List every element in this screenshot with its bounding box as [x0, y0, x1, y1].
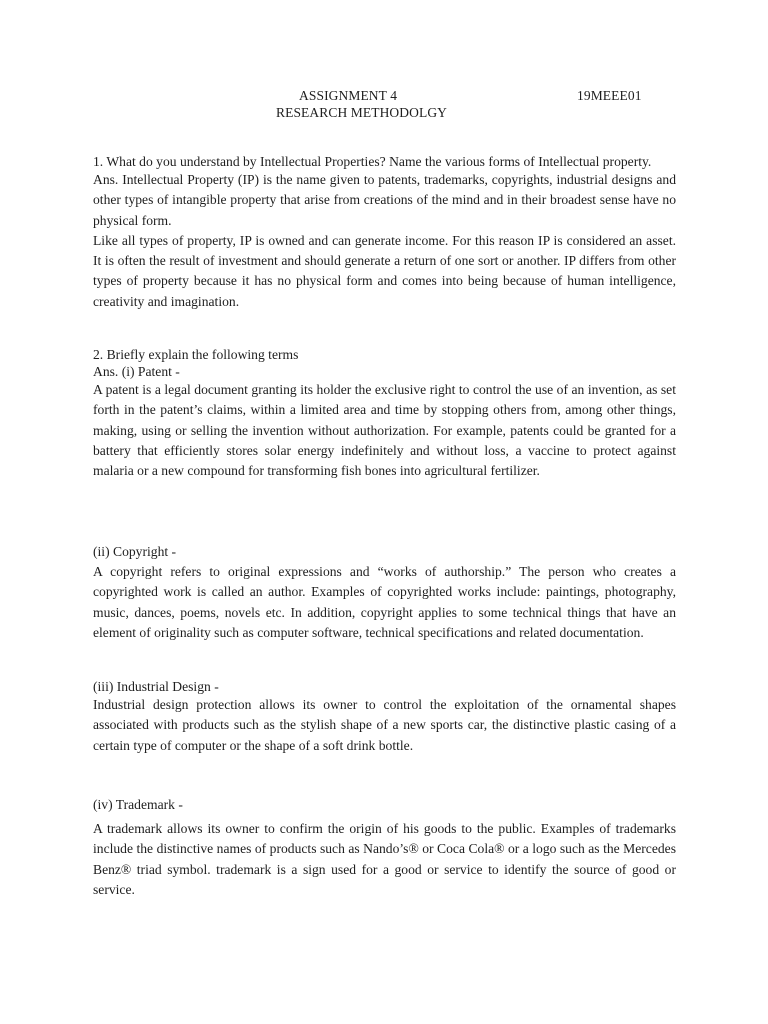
- question-2-section: [93, 346, 676, 481]
- trademark-section: [93, 795, 676, 900]
- industrial-design-paragraph: Industrial design protection allows its owner to control the exploitation of the ornamental shapes associated with products such as the stylish shape of a new sports car, the distinctive plastic casing of a certain type of computer or the shape of a soft drink bottle.: [93, 697, 676, 753]
- patent-paragraph: A patent is a legal document granting its holder the exclusive right to control the use of an invention, as set forth in the patent’s claims, within a limited area and time by stopping others from, among other things, making, using or selling the invention without authorization. For example, patents could be granted for a battery that efficiently stores solar energy indefinitely and without loss, a vaccine to protect against malaria or a new compound for transforming fish bones into agricultural fertilizer.: [93, 382, 676, 479]
- copyright-heading: (ii) Copyright -: [93, 544, 177, 559]
- industrial-design-heading: (iii) Industrial Design -: [93, 679, 219, 694]
- assignment-title: ASSIGNMENT 4: [299, 88, 398, 103]
- subject-title: RESEARCH METHODOLGY: [276, 105, 448, 120]
- trademark-heading: (iv) Trademark -: [93, 797, 183, 812]
- question-2: 2. Briefly explain the following terms: [93, 347, 299, 362]
- student-code: 19MEEE01: [577, 88, 642, 103]
- patent-heading: Ans. (i) Patent -: [93, 364, 180, 379]
- answer-1-paragraph-2: Like all types of property, IP is owned and can generate income. For this reason IP is considered an asset. It is often the result of investment and should generate a return of one sort or another. IP differs from other types of property because it has no physical form and comes into being because of human intelligence, creativity and imagination.: [93, 232, 676, 309]
- question-1-section: [93, 153, 676, 312]
- question-1: 1. What do you understand by Intellectual Properties? Name the various forms of Intellectual property.: [93, 154, 652, 169]
- trademark-paragraph: A trademark allows its owner to confirm the origin of his goods to the public. Examples of trademarks include the distinctive names of products such as Nando’s® or Coca Cola® or a logo such as the Mercedes Benz® triad symbol. trademark is a sign used for a good or service to identify the source of good or service.: [93, 821, 676, 897]
- answer-1-paragraph-1: Ans. Intellectual Property (IP) is the name given to patents, trademarks, copyrights, industrial designs and other types of intangible property that arise from creations of the mind and in their broadest sense have no physical form.: [93, 172, 676, 228]
- copyright-section: [93, 542, 676, 643]
- copyright-paragraph: A copyright refers to original expressions and “works of authorship.” The person who creates a copyrighted work is called an author. Examples of copyrighted works include: paintings, photography, music, dances, poems, novels etc. In addition, copyright applies to some technical things that have an element of originality such as computer software, technical specifications and related documentation.: [93, 564, 676, 640]
- industrial-design-section: [93, 678, 676, 756]
